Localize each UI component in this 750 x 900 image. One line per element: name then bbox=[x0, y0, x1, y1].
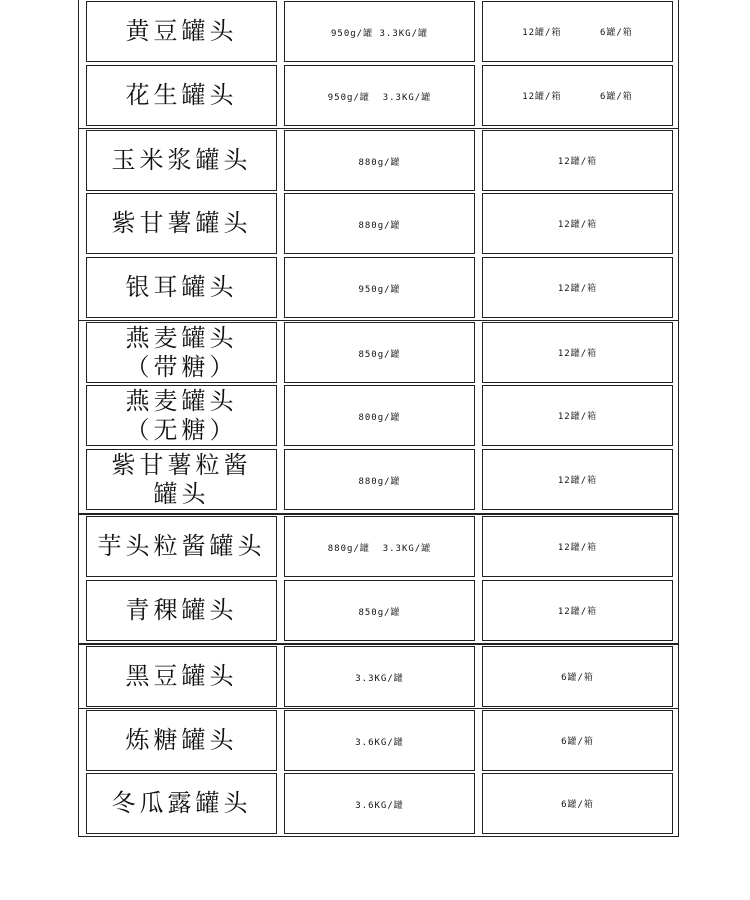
product-name-cell bbox=[86, 710, 277, 771]
product-name: 紫甘薯罐头 bbox=[111, 209, 252, 237]
product-spec: 880g/罐 bbox=[358, 221, 401, 231]
product-spec: 850g/罐 bbox=[358, 350, 401, 360]
product-spec-cell bbox=[284, 516, 475, 577]
product-pack-cell bbox=[482, 385, 673, 446]
product-name-cell bbox=[86, 580, 277, 641]
product-pack: 12罐/箱 bbox=[557, 157, 598, 167]
product-spec: 880g/罐 3.3KG/罐 bbox=[327, 544, 432, 554]
product-name: 银耳罐头 bbox=[125, 273, 238, 301]
product-pack-cell bbox=[482, 322, 673, 383]
product-pack: 12罐/箱 6罐/箱 bbox=[522, 28, 633, 38]
table-row bbox=[79, 64, 678, 128]
product-pack-cell bbox=[482, 1, 673, 62]
product-spec: 3.6KG/罐 bbox=[355, 738, 404, 748]
product-spec: 950g/罐 3.3KG/罐 bbox=[327, 93, 432, 103]
product-pack-cell bbox=[482, 580, 673, 641]
product-spec: 800g/罐 bbox=[358, 413, 401, 423]
product-spec: 950g/罐 bbox=[358, 285, 401, 295]
product-name: 紫甘薯粒酱 罐头 bbox=[111, 450, 252, 508]
product-name-cell bbox=[86, 257, 277, 318]
product-pack-cell bbox=[482, 710, 673, 771]
product-table bbox=[78, 0, 679, 837]
product-pack-cell bbox=[482, 516, 673, 577]
product-spec-cell bbox=[284, 646, 475, 707]
product-pack-cell bbox=[482, 449, 673, 510]
product-spec: 880g/罐 bbox=[358, 158, 401, 168]
table-row bbox=[79, 320, 678, 385]
table-row bbox=[79, 384, 678, 448]
product-spec: 3.6KG/罐 bbox=[355, 801, 404, 811]
product-name: 冬瓜露罐头 bbox=[111, 789, 252, 817]
product-spec-cell bbox=[284, 193, 475, 254]
product-name: 炼糖罐头 bbox=[125, 726, 238, 754]
product-pack: 6罐/箱 bbox=[561, 673, 594, 683]
product-name: 芋头粒酱罐头 bbox=[97, 532, 266, 560]
product-pack: 12罐/箱 bbox=[557, 284, 598, 294]
product-name-cell bbox=[86, 646, 277, 707]
product-spec-cell bbox=[284, 580, 475, 641]
product-pack-cell bbox=[482, 193, 673, 254]
product-pack: 12罐/箱 bbox=[557, 220, 598, 230]
product-name: 黄豆罐头 bbox=[125, 17, 238, 45]
product-name: 青稞罐头 bbox=[125, 596, 238, 624]
product-name: 黑豆罐头 bbox=[125, 662, 238, 690]
product-spec-cell bbox=[284, 322, 475, 383]
product-spec-cell bbox=[284, 257, 475, 318]
table-row bbox=[79, 128, 678, 193]
product-pack: 12罐/箱 bbox=[557, 476, 598, 486]
table-row bbox=[79, 643, 678, 709]
product-name-cell bbox=[86, 773, 277, 834]
product-pack: 12罐/箱 6罐/箱 bbox=[522, 92, 633, 102]
product-spec-cell bbox=[284, 449, 475, 510]
product-pack-cell bbox=[482, 130, 673, 191]
product-name-cell bbox=[86, 1, 277, 62]
product-pack-cell bbox=[482, 257, 673, 318]
product-name-cell bbox=[86, 385, 277, 446]
product-spec-cell bbox=[284, 710, 475, 771]
product-spec-cell bbox=[284, 385, 475, 446]
product-spec-cell bbox=[284, 65, 475, 126]
product-name: 燕麦罐头 （带糖） bbox=[125, 323, 238, 381]
product-name: 燕麦罐头 （无糖） bbox=[125, 386, 238, 444]
product-pack: 12罐/箱 bbox=[557, 349, 598, 359]
product-name-cell bbox=[86, 516, 277, 577]
table-row bbox=[79, 0, 678, 64]
product-spec-cell bbox=[284, 130, 475, 191]
product-name: 玉米浆罐头 bbox=[111, 146, 252, 174]
product-name-cell bbox=[86, 130, 277, 191]
table-row bbox=[79, 579, 678, 643]
product-name-cell bbox=[86, 193, 277, 254]
table-row bbox=[79, 513, 678, 579]
product-pack-cell bbox=[482, 646, 673, 707]
product-name-cell bbox=[86, 322, 277, 383]
table-row bbox=[79, 772, 678, 836]
product-name-cell bbox=[86, 65, 277, 126]
product-name-cell bbox=[86, 449, 277, 510]
product-pack: 12罐/箱 bbox=[557, 543, 598, 553]
table-row bbox=[79, 448, 678, 512]
product-pack: 6罐/箱 bbox=[561, 737, 594, 747]
product-spec: 880g/罐 bbox=[358, 477, 401, 487]
product-pack: 6罐/箱 bbox=[561, 800, 594, 810]
product-spec: 850g/罐 bbox=[358, 608, 401, 618]
product-spec: 950g/罐 3.3KG/罐 bbox=[330, 29, 429, 39]
table-row bbox=[79, 192, 678, 256]
product-pack-cell bbox=[482, 773, 673, 834]
product-spec-cell bbox=[284, 1, 475, 62]
table-row bbox=[79, 256, 678, 320]
product-pack-cell bbox=[482, 65, 673, 126]
table-row bbox=[79, 708, 678, 773]
product-name: 花生罐头 bbox=[125, 81, 238, 109]
product-pack: 12罐/箱 bbox=[557, 412, 598, 422]
product-spec-cell bbox=[284, 773, 475, 834]
product-pack: 12罐/箱 bbox=[557, 607, 598, 617]
product-spec: 3.3KG/罐 bbox=[355, 674, 404, 684]
